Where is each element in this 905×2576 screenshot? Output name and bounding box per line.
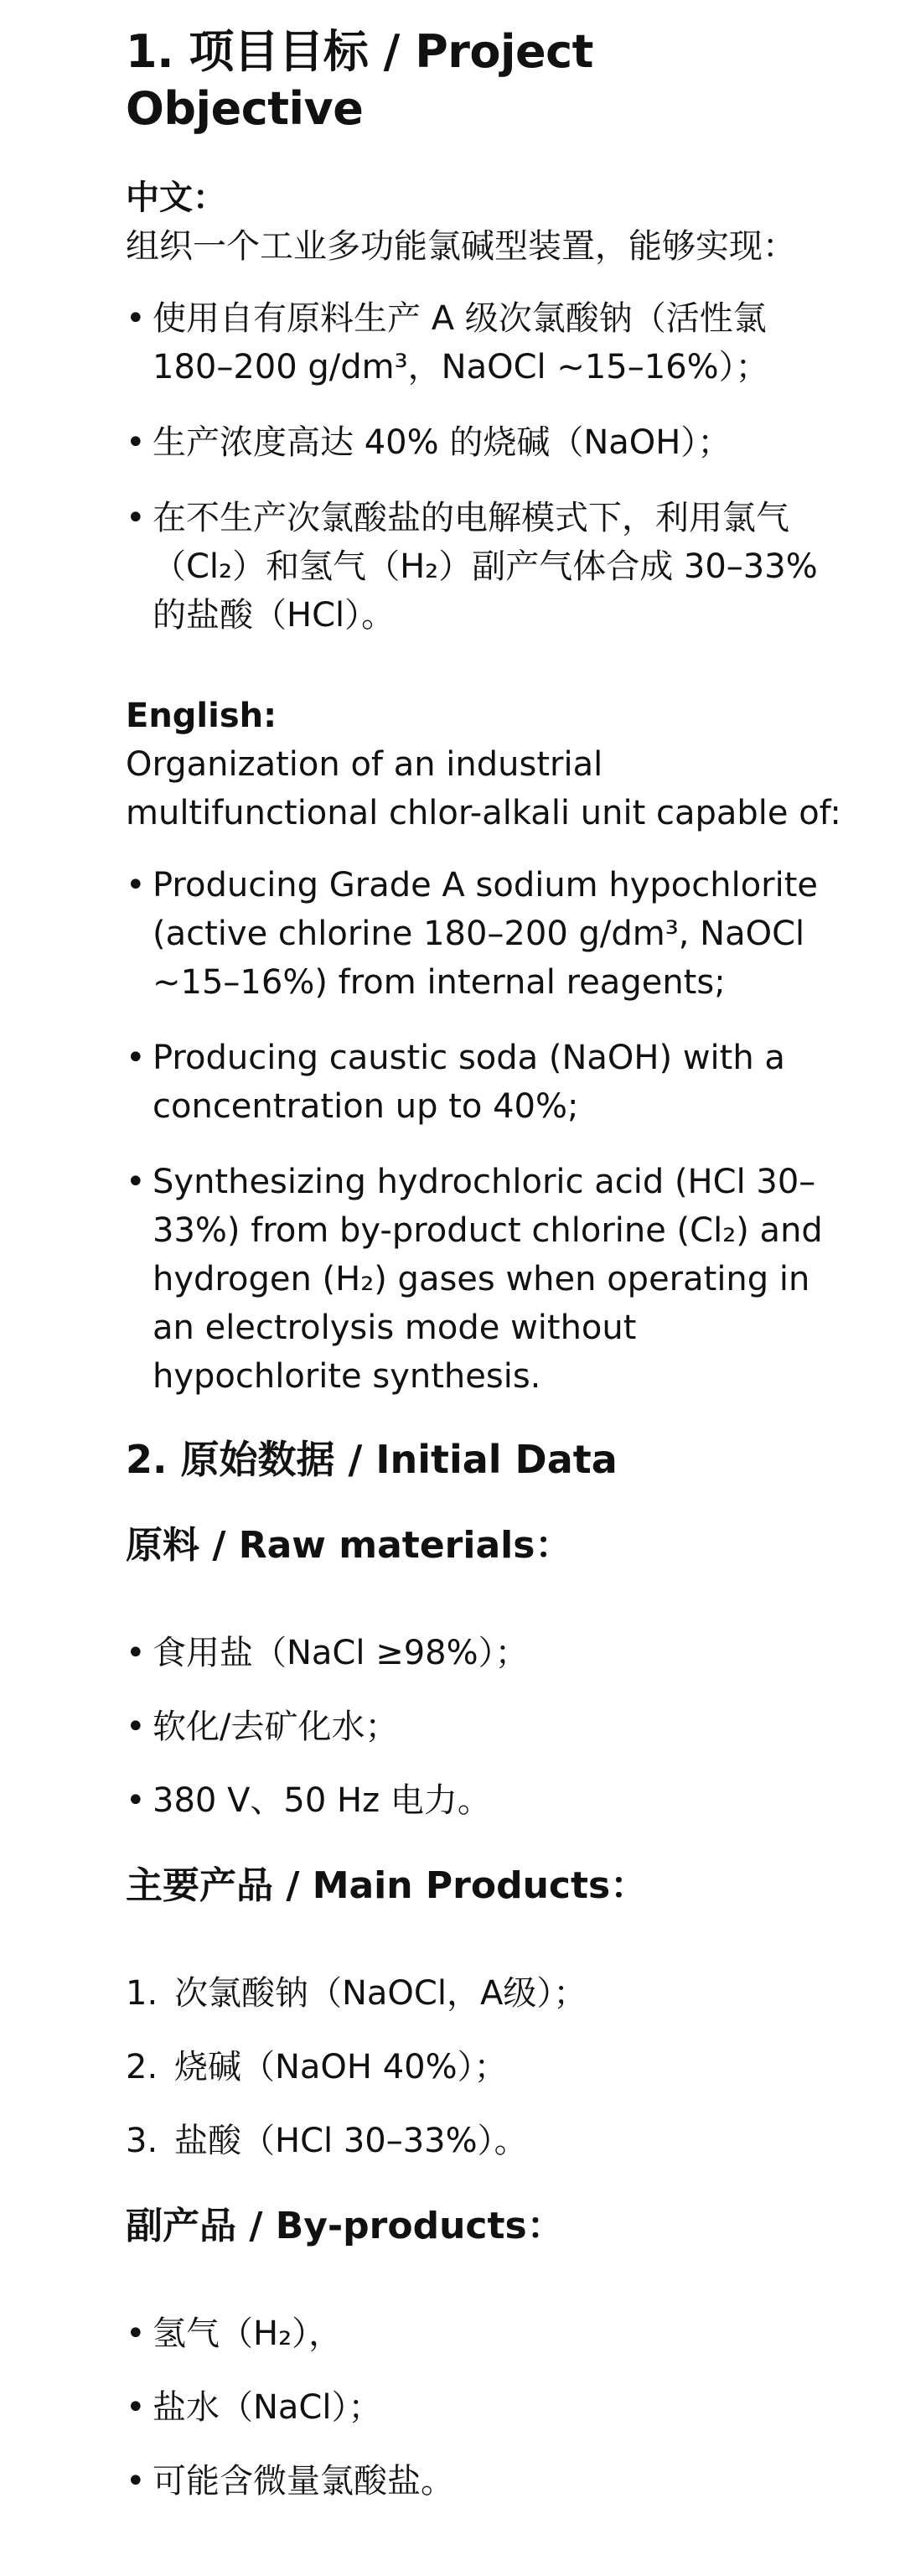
list-item xyxy=(126,2309,842,2358)
bullet-dot: • xyxy=(126,1707,146,1746)
list-item-text: 次氯酸钠（NaOCl，A级）； xyxy=(174,1973,587,2013)
list-item-text: 氢气（H₂）， xyxy=(153,2314,343,2353)
bullet-dot: • xyxy=(126,1039,146,1077)
english-intro: Organization of an industrial multifunctional chlor-alkali unit capable of: xyxy=(126,745,841,832)
list-item xyxy=(126,2043,842,2091)
chinese-intro: 组织一个工业多功能氯碱型装置，能够实现： xyxy=(126,227,796,266)
list-number: 1. xyxy=(126,1973,158,2013)
list-item xyxy=(126,1158,842,1401)
bullet-dot: • xyxy=(126,499,146,537)
by-products-list xyxy=(126,2309,842,2506)
list-item-text: 380 V、50 Hz 电力。 xyxy=(153,1780,491,1820)
by-products-heading: 副产品 / By-products： xyxy=(126,2204,564,2247)
list-item-text: 盐水（NaCl）； xyxy=(153,2387,382,2427)
list-item-text: 使用自有原料生产 A 级次氯酸钠（活性氯 180–200 g/dm³，NaOCl ~15–16%）； xyxy=(153,299,769,386)
list-item xyxy=(126,1629,842,1677)
list-item-text: 食用盐（NaCl ≥98%）； xyxy=(153,1633,529,1672)
list-item xyxy=(126,1776,842,1825)
list-item xyxy=(126,1703,842,1751)
list-item xyxy=(126,418,842,467)
raw-materials-list xyxy=(126,1629,842,1825)
section-2-heading: 2. 原始数据 / Initial Data xyxy=(126,1437,618,1482)
main-products-list xyxy=(126,1969,842,2165)
list-item xyxy=(126,2383,842,2432)
list-item xyxy=(126,1969,842,2018)
bullet-dot: • xyxy=(126,2461,146,2501)
bullet-dot: • xyxy=(126,1780,146,1820)
list-item-text: 盐酸（HCl 30–33%）。 xyxy=(174,2121,528,2160)
bullet-dot: • xyxy=(126,2314,146,2353)
chinese-label: 中文： xyxy=(126,179,226,217)
bullet-dot: • xyxy=(126,423,146,462)
section-1-heading: 1. 项目目标 / Project Objective xyxy=(126,25,593,135)
list-number: 3. xyxy=(126,2121,158,2160)
raw-materials-heading: 原料 / Raw materials： xyxy=(126,1523,572,1567)
list-item-text: 烧碱（NaOH 40%）； xyxy=(174,2047,508,2086)
list-item xyxy=(126,861,842,1007)
list-item xyxy=(126,2117,842,2165)
bullet-dot: • xyxy=(126,866,146,904)
main-products-heading: 主要产品 / Main Products： xyxy=(126,1863,648,1907)
english-label: English: xyxy=(126,697,277,735)
list-item-text: Producing caustic soda (NaOH) with a concentration up to 40%; xyxy=(153,1039,785,1126)
list-item xyxy=(126,1034,842,1131)
bullet-dot: • xyxy=(126,2387,146,2427)
english-objective-list xyxy=(126,861,842,1401)
list-item xyxy=(126,294,842,391)
list-item-text: Producing Grade A sodium hypochlorite (active chlorine 180–200 g/dm³, NaOCl ~15–16%) from internal reagents; xyxy=(153,866,819,1002)
list-item xyxy=(126,2457,842,2506)
bullet-dot: • xyxy=(126,299,146,338)
list-item-text: 可能含微量氯酸盐。 xyxy=(153,2461,454,2501)
bullet-dot: • xyxy=(126,1163,146,1201)
list-item-text: 软化/去矿化水； xyxy=(153,1707,399,1746)
list-number: 2. xyxy=(126,2047,158,2086)
list-item xyxy=(126,494,842,640)
list-item-text: 在不生产次氯酸盐的电解模式下，利用氯气（Cl₂）和氢气（H₂）副产气体合成 30–33% 的盐酸（HCl）。 xyxy=(153,499,818,635)
list-item-text: Synthesizing hydrochloric acid (HCl 30–33%) from by-product chlorine (Cl₂) and hydrogen (H₂) gases when operating in an electrolysis mode without hypochlorite synthesis. xyxy=(153,1163,823,1396)
chinese-objective-list xyxy=(126,294,842,640)
list-item-text: 生产浓度高达 40% 的烧碱（NaOH）； xyxy=(153,423,732,462)
bullet-dot: • xyxy=(126,1633,146,1672)
